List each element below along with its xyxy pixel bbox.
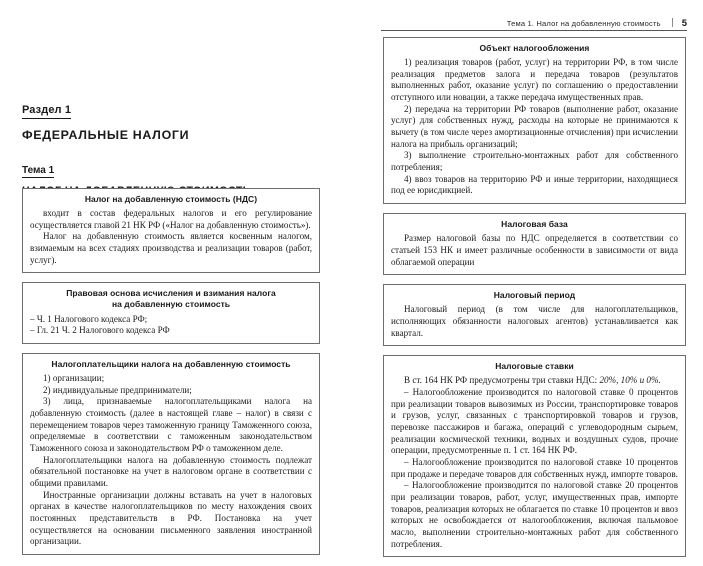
left-column-boxes [22, 188, 320, 564]
box-title-line-2: на добавленную стоимость [111, 299, 231, 310]
box-title: Налоговые ставки [495, 361, 574, 372]
box-tax-rates [383, 355, 686, 557]
box-taxpayers [22, 353, 320, 555]
box-title: Налогоплательщики налога на добавленную стоимость [51, 358, 291, 369]
running-header-separator [672, 18, 673, 27]
box-list-item: – Налогообложение производится по налоговой ставке 10 процентов при продаже и передаче товаров для собственных нужд, импорте товаров. [391, 456, 678, 479]
box-list-item: – Налогообложение производится по налоговой ставке 20 процентов при реализации товаров, работ, услуг, имущественных прав, импорте товаров, реализация которых не облагается по ставке 10 процентов и ввоз которых не освобождается от налогообложения, включая пальмовое масло, выполнении строительно-монтажных работ для собственного потребления. [391, 480, 678, 549]
running-header [381, 17, 687, 29]
section-title: ФЕДЕРАЛЬНЫЕ НАЛОГИ [22, 127, 190, 142]
topic-kicker-wrap [22, 143, 320, 179]
box-title: Налоговая база [501, 219, 568, 230]
box-list-item: – Налогообложение производится по налоговой ставке 0 процентов при реализации товаров вывозимых из России, транспортировке товаров и грузов, услуг, связанных с транспортировкой товаров и грузов, перевозке пассажиров и багажа, операций с углеводородным сырьем, реализации космической техники, водных и воздушных судов, прочие операции, предусмотренные п. 1 ст. 164 НК РФ. [391, 386, 678, 456]
box-list-item: 3) выполнение строительно-монтажных работ для собственного потребления; [391, 150, 678, 173]
box-title: Налоговый период [493, 290, 576, 301]
box-vat-definition [22, 188, 320, 273]
box-list-item: – Гл. 21 Ч. 2 Налогового кодекса РФ [30, 325, 170, 336]
box-tax-period [383, 284, 686, 346]
box-paragraph: Налоговый период (в том числе для налогоплательщиков, исполняющих обязанности налоговых агентов) устанавливается как квартал. [391, 304, 678, 338]
tax-rates-values: 20%, 10% и 0%. [599, 375, 661, 386]
box-list-item: 2) индивидуальные предприниматели; [43, 384, 192, 395]
box-paragraph: Размер налоговой базы по НДС определяется в соответствии со статьей 153 НК и имеет различные особенности в зависимости от вида облагаемой операции [391, 233, 678, 267]
box-list-item: 2) передача на территории РФ товаров (выполнение работ, оказание услуг) для собственных нужд, расходы на которые не принимаются к вычету (в том числе через амортизационные отчисления) при исчислении налога на прибыль организаций; [391, 103, 678, 149]
right-column-boxes [383, 37, 686, 566]
tax-rates-lead: В ст. 164 НК РФ предусмотрены три ставки НДС: [404, 375, 600, 386]
box-paragraph [391, 375, 678, 387]
box-paragraph: входит в состав федеральных налогов и его регулирование осуществляется главой 21 НК РФ («Налог на добавленную стоимость»). [30, 208, 312, 230]
box-title-line-1: Правовая основа исчисления и взимания налога [66, 288, 276, 299]
section-kicker: Раздел 1 [22, 104, 71, 119]
box-list-item: 1) организации; [43, 372, 105, 383]
box-tax-base [383, 213, 686, 275]
topic-kicker: Тема 1 [22, 165, 54, 179]
box-paragraph: Иностранные организации должны вставать на учет в налоговых органах в качестве налогоплательщиков по месту нахождения своих постоянных представительств в РФ. Постановка на учет осуществляется на основании письменного заявления иностранной организации. [30, 489, 312, 547]
box-title: Объект налогообложения [479, 43, 590, 53]
page-number: 5 [681, 18, 687, 29]
box-list-item: 3) лица, признаваемые налогоплательщиками налога на добавленную стоимость (далее в настоящей главе – налог) в связи с перемещением товаров через таможенную границу Таможенного союза, определяемые в соответствии с таможенным законодательством Таможенного союза и законодательством РФ о таможенном деле. [30, 396, 312, 453]
box-object-of-taxation [383, 37, 686, 204]
box-list-item: – Ч. 1 Налогового кодекса РФ; [30, 313, 148, 324]
box-paragraph: Налог на добавленную стоимость является косвенным налогом, взимаемым на всех стадиях производства и реализации товаров (работ, услуг). [30, 231, 312, 265]
box-list-item: 1) реализация товаров (работ, услуг) на территории РФ, в том числе реализация предметов залога и передача товаров (результатов выполненных работ, оказание услуг) по соглашению о предоставлении отступного или новации, а также передача имущественных прав. [391, 57, 678, 103]
section-kicker-wrap [22, 100, 320, 119]
box-legal-basis [22, 282, 320, 343]
box-title: Налог на добавленную стоимость (НДС) [84, 194, 258, 204]
box-list-item: 4) ввоз товаров на территорию РФ и иные территории, находящиеся под ее юрисдикцией. [391, 173, 678, 196]
box-paragraph: Налогоплательщики налога на добавленную стоимость подлежат обязательной постановке на учет в налоговом органе в соответствии с общими правилами. [30, 454, 312, 488]
left-column-headings [22, 100, 320, 198]
header-rule [381, 30, 687, 31]
running-header-title: Тема 1. Налог на добавленную стоимость [506, 19, 661, 28]
box-title [30, 288, 312, 310]
